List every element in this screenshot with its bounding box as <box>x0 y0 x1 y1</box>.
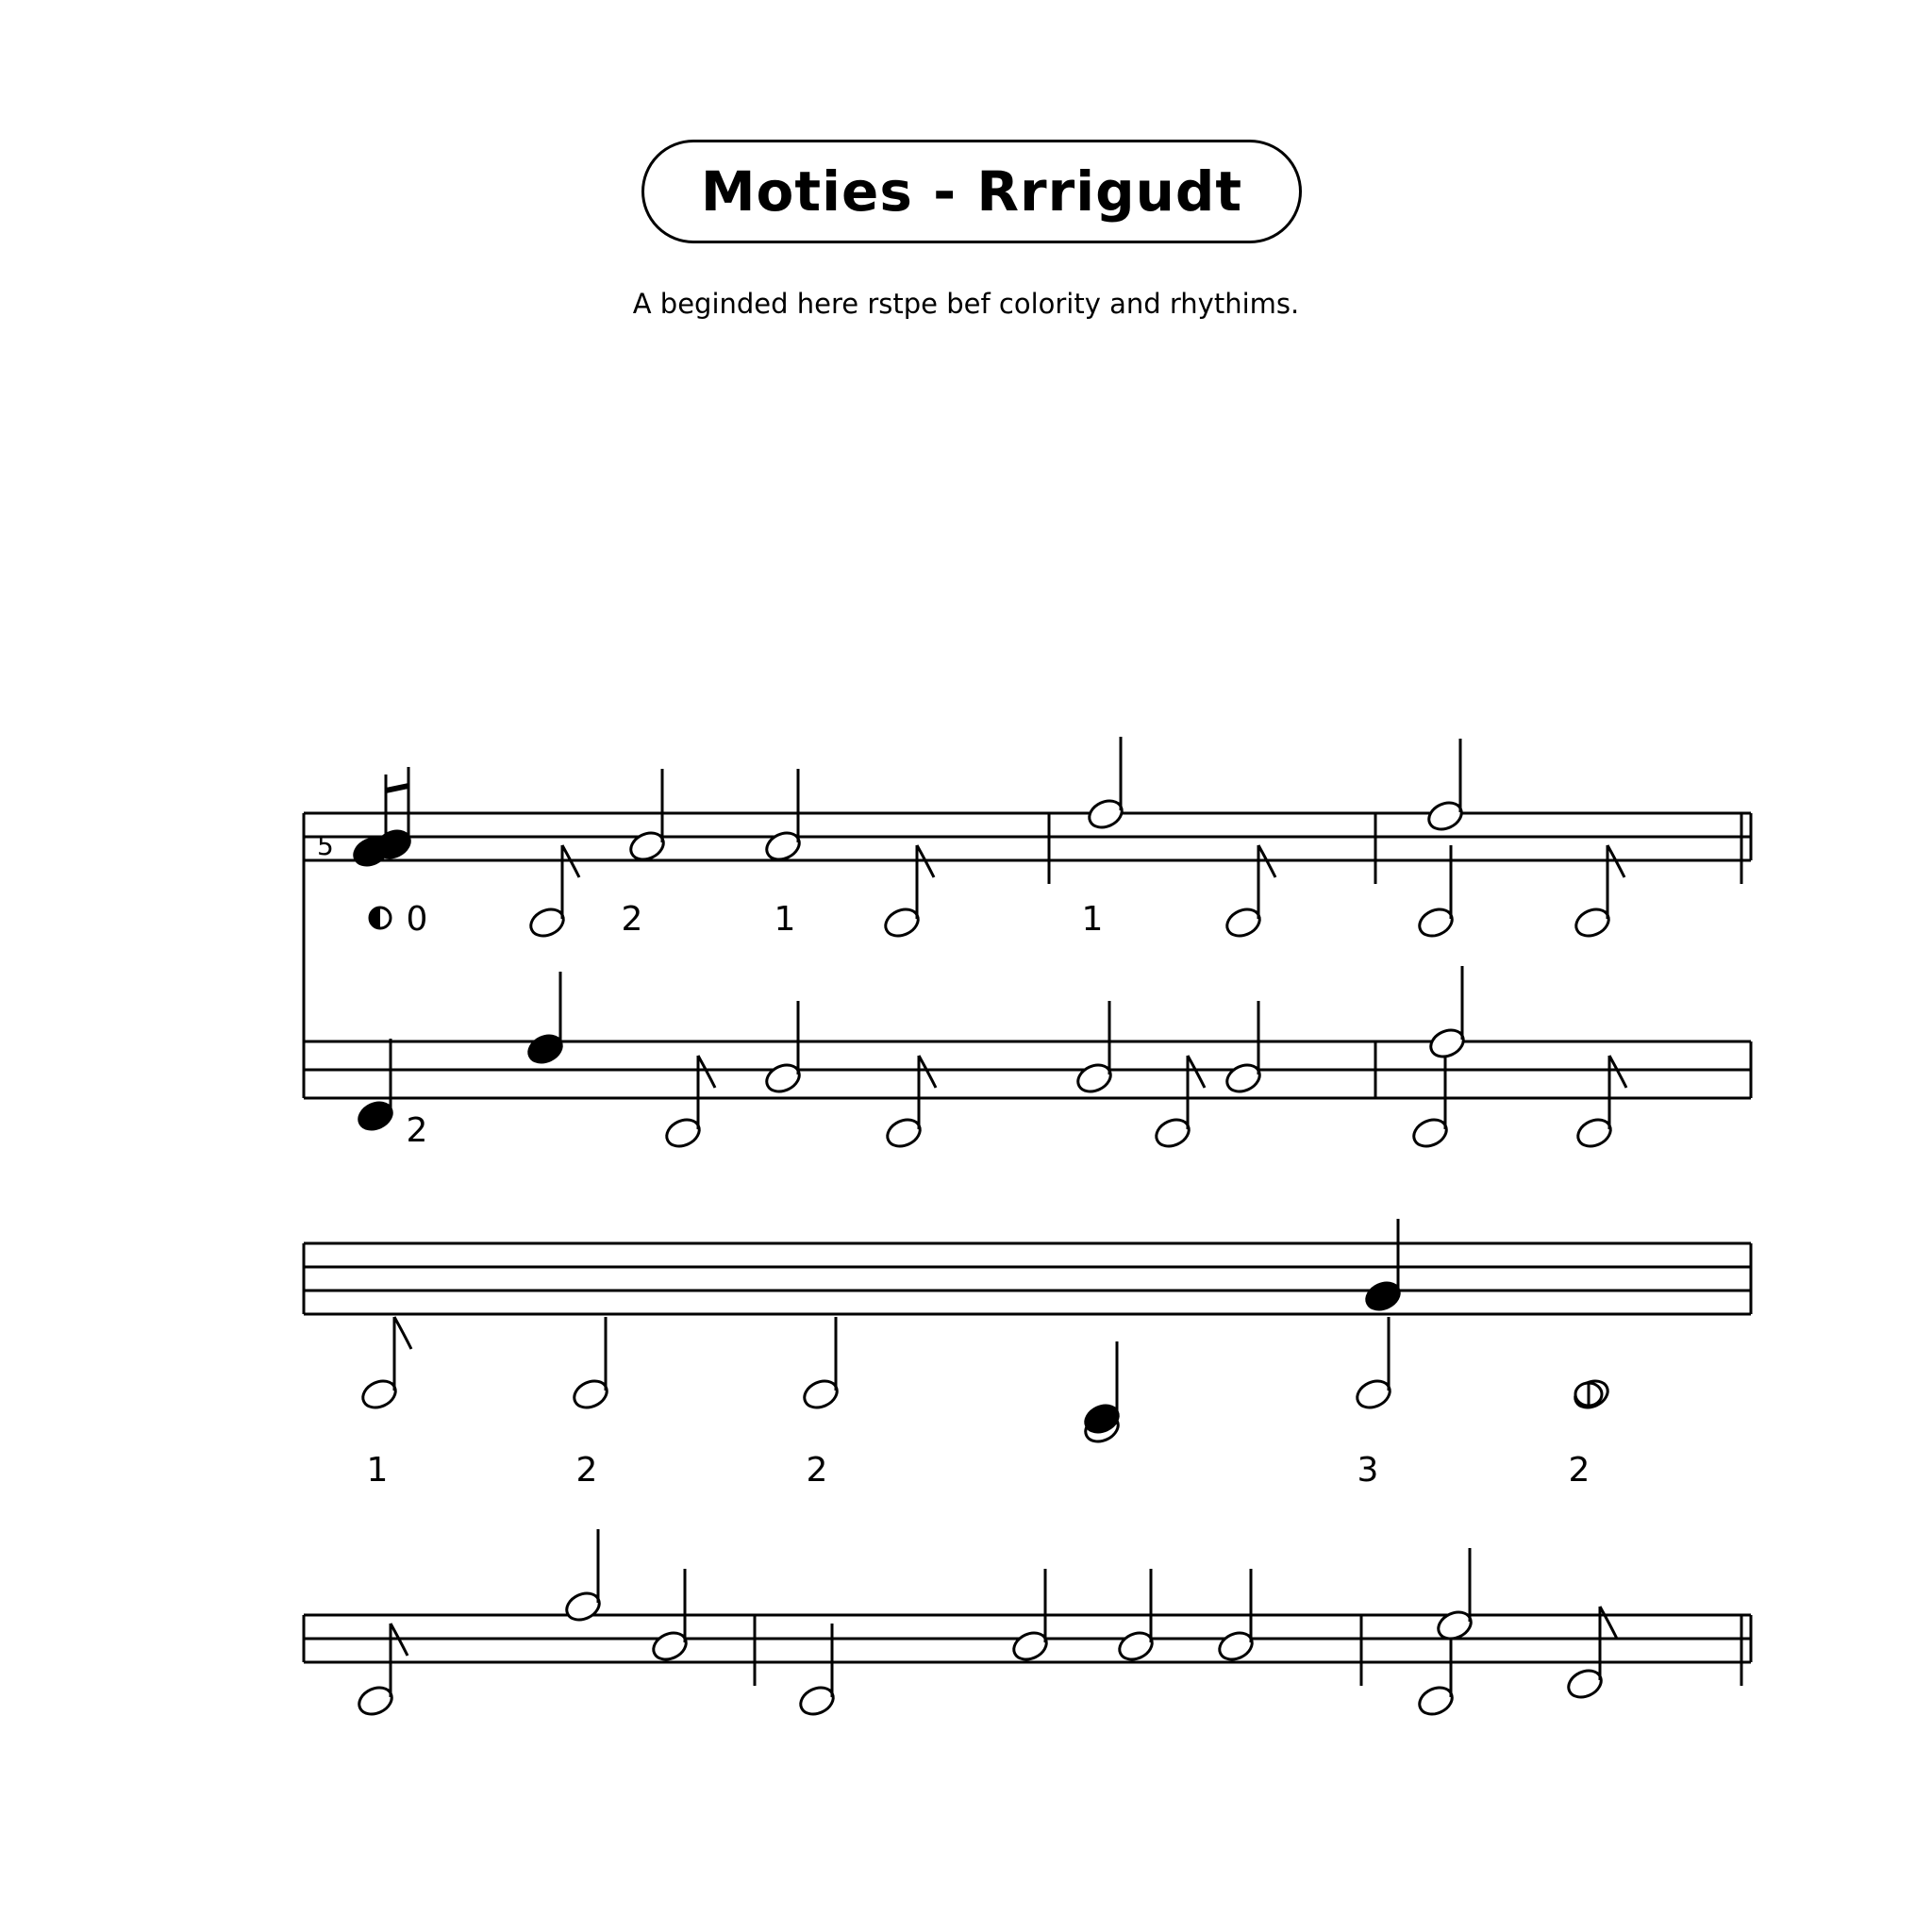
page-title: Moties - Rrrigudt <box>700 159 1243 224</box>
note-flag <box>919 1056 936 1088</box>
finger-number: 1 <box>366 1451 389 1490</box>
finger-number: 2 <box>406 1111 428 1150</box>
time-signature: 5 <box>317 830 334 861</box>
finger-number: 2 <box>621 900 643 939</box>
notes <box>350 737 1626 1719</box>
finger-number: 3 <box>1357 1451 1379 1490</box>
note-flag <box>394 1317 411 1349</box>
note-flag <box>698 1056 715 1088</box>
note-beam <box>386 786 408 791</box>
note-flag <box>1609 1056 1626 1088</box>
finger-number: 2 <box>575 1451 598 1490</box>
finger-number: 2 <box>806 1451 828 1490</box>
finger-numbers <box>317 830 1590 1490</box>
finger-number: 1 <box>1081 900 1104 939</box>
staves <box>304 813 1751 1686</box>
note-flag <box>1600 1607 1617 1639</box>
finger-number: 2 <box>1568 1451 1591 1490</box>
page-subtitle: A beginded here rstpe bef colority and rhythims. <box>632 288 1300 320</box>
note-flag <box>1188 1056 1205 1088</box>
finger-number: 0 <box>406 900 428 939</box>
finger-number: 1 <box>774 900 796 939</box>
